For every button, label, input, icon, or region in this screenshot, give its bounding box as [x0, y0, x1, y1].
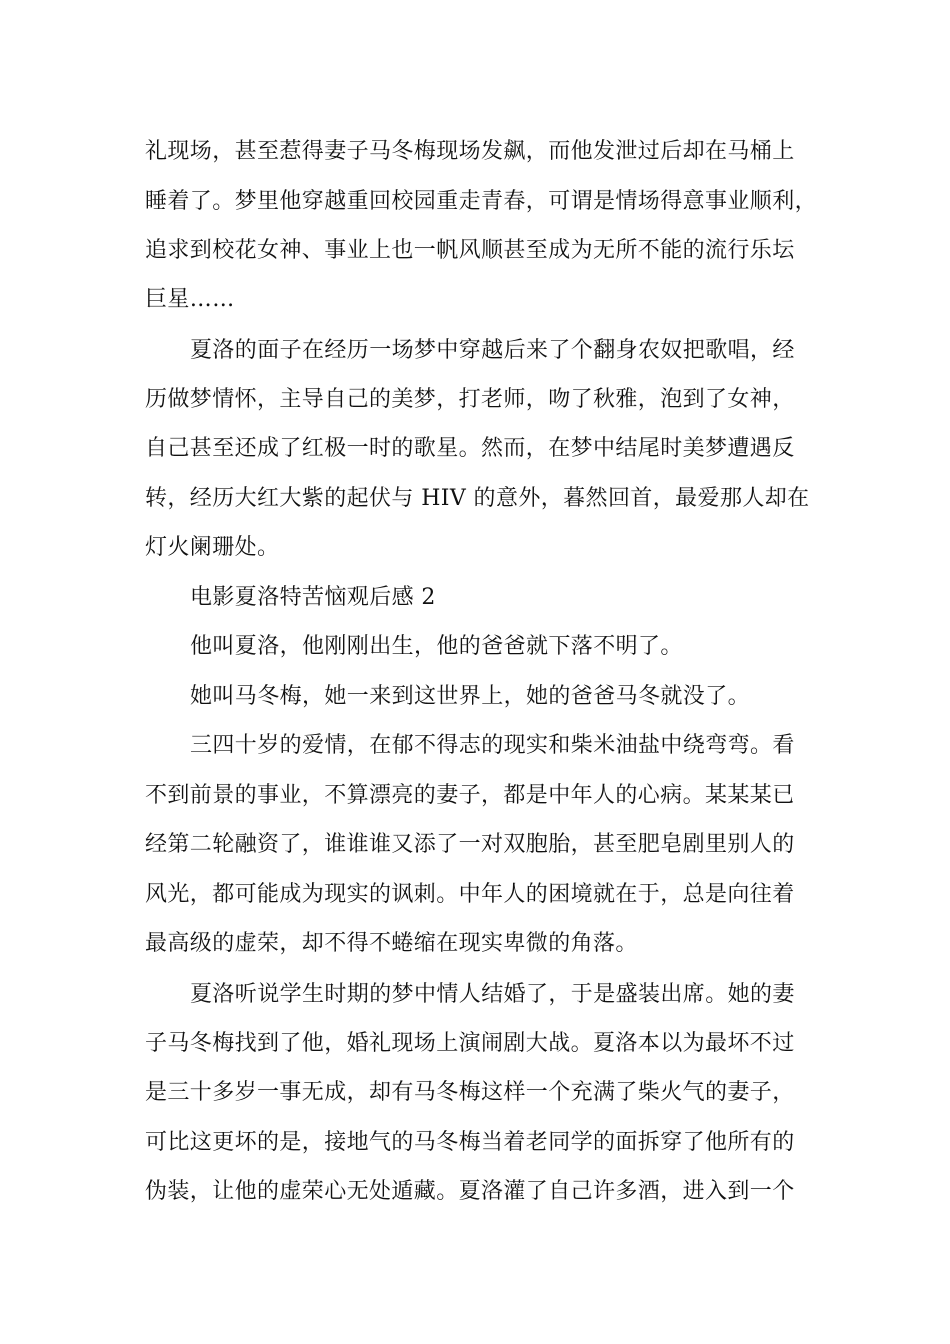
- paragraph-first-line: 他叫夏洛，他刚刚出生，他的爸爸就下落不明了。: [190, 634, 683, 659]
- text-line: 礼现场，甚至惹得妻子马冬梅现场发飙，而他发泄过后却在马桶上: [145, 139, 795, 164]
- text-line: 不到前景的事业，不算漂亮的妻子，都是中年人的心病。某某某已: [145, 783, 795, 808]
- text-line: 风光，都可能成为现实的讽刺。中年人的困境就在于，总是向往着: [145, 882, 795, 907]
- text-line: 是三十多岁一事无成，却有马冬梅这样一个充满了柴火气的妻子，: [145, 1080, 795, 1105]
- paragraph-first-line: 三四十岁的爱情，在郁不得志的现实和柴米油盐中绕弯弯。看: [190, 733, 795, 758]
- text-line: 最高级的虚荣，却不得不蜷缩在现实卑微的角落。: [145, 931, 638, 956]
- text-line: 转，经历大红大紫的起伏与 HIV 的意外，暮然回首，最爱那人却在: [145, 486, 810, 511]
- text-line: 伪装，让他的虚荣心无处遁藏。夏洛灌了自己许多酒，进入到一个: [145, 1179, 795, 1204]
- text-line: 灯火阑珊处。: [145, 535, 280, 560]
- text-line: 睡着了。梦里他穿越重回校园重走青春，可谓是情场得意事业顺利，: [145, 189, 818, 214]
- text-line: 历做梦情怀，主导自己的美梦，打老师，吻了秋雅，泡到了女神，: [145, 387, 795, 412]
- paragraph-first-line: 夏洛的面子在经历一场梦中穿越后来了个翻身农奴把歌唱，经: [190, 338, 795, 363]
- paragraph-first-line: 她叫马冬梅，她一来到这世界上，她的爸爸马冬就没了。: [190, 684, 751, 709]
- text-line: 经第二轮融资了，谁谁谁又添了一对双胞胎，甚至肥皂剧里别人的: [145, 832, 795, 857]
- text-line: 子马冬梅找到了他，婚礼现场上演闹剧大战。夏洛本以为最坏不过: [145, 1031, 795, 1056]
- text-line: 自己甚至还成了红极一时的歌星。然而，在梦中结尾时美梦遭遇反: [145, 436, 795, 461]
- text-line: 可比这更坏的是，接地气的马冬梅当着老同学的面拆穿了他所有的: [145, 1130, 795, 1155]
- section-heading: 电影夏洛特苦恼观后感 2: [190, 585, 436, 610]
- paragraph-first-line: 夏洛听说学生时期的梦中情人结婚了，于是盛装出席。她的妻: [190, 982, 795, 1007]
- text-line: 追求到校花女神、事业上也一帆风顺甚至成为无所不能的流行乐坛: [145, 238, 795, 263]
- text-line: 巨星……: [145, 287, 235, 312]
